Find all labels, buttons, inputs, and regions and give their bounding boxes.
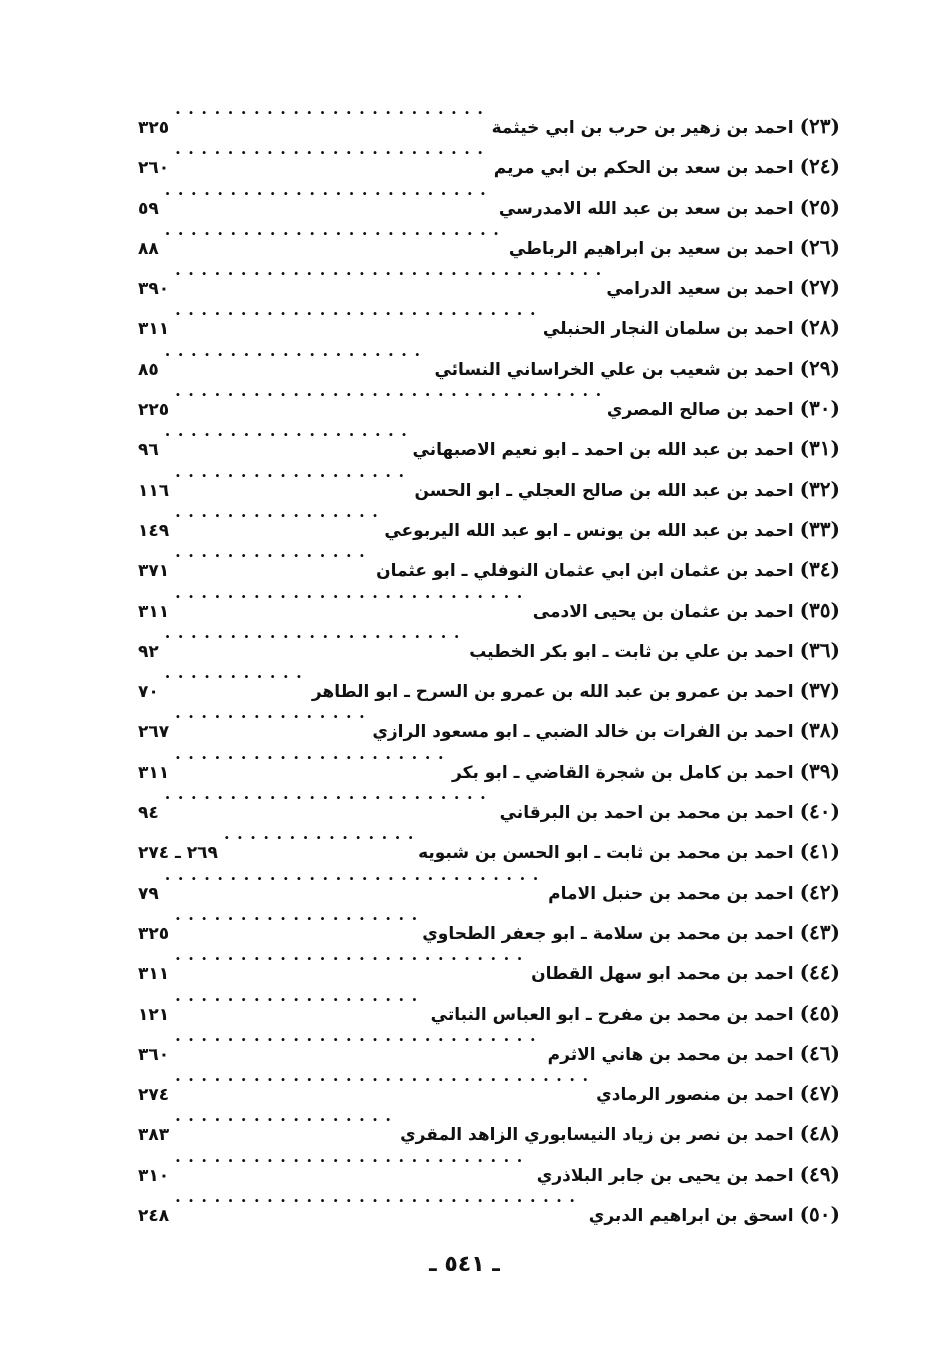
entry-number: (٤٨) (799, 1121, 840, 1146)
entry-name: احمد بن عبد الله بن صالح العجلي ـ ابو الحسن (414, 480, 794, 501)
dot-leader (165, 869, 542, 899)
entry-name: احمد بن عثمان ابن ابي عثمان النوفلي ـ ابو عثمان (376, 561, 794, 582)
entry-number: (٣٣) (799, 516, 840, 541)
entry-number: (٤٦) (799, 1040, 840, 1065)
entry-page-number: ٣٨٣ (138, 1125, 170, 1146)
entry-page-number: ٣١٠ (138, 1165, 170, 1186)
entry-name: احمد بن صالح المصري (606, 400, 794, 421)
index-entry (138, 143, 840, 183)
index-entry (138, 909, 840, 949)
entry-name: اسحق بن ابراهيم الدبري (588, 1206, 794, 1227)
index-entry (138, 1030, 840, 1070)
entry-name: احمد بن شعيب بن علي الخراساني النسائي (434, 359, 794, 380)
entry-page-number: ١٢١ (138, 1004, 170, 1025)
dot-leader (175, 264, 600, 294)
dot-leader (175, 1151, 531, 1181)
dot-leader (165, 345, 429, 375)
index-entry (138, 627, 840, 667)
index-entry (138, 990, 840, 1030)
entry-name: احمد بن سعد بن الحكم بن ابي مريم (493, 158, 794, 179)
index-entry (138, 224, 840, 264)
entry-page-number: ٧٩ (138, 883, 159, 904)
dot-leader (175, 546, 370, 576)
entry-page-number: ٢٦٠ (138, 158, 170, 179)
index-entry (138, 828, 840, 868)
page-number: ـ ٥٤١ ـ (429, 1252, 500, 1277)
entry-page-number: ٩٦ (138, 440, 159, 461)
index-entry (138, 345, 840, 385)
dot-leader (175, 143, 488, 173)
entry-number: (٢٥) (799, 194, 840, 219)
index-entry (138, 788, 840, 828)
dot-leader (175, 707, 366, 737)
dot-leader (175, 587, 527, 617)
entry-name: احمد بن عمرو بن عبد الله بن عمرو بن السرح ـ ابو الطاهر (311, 682, 794, 703)
entry-page-number: ٣٦٠ (138, 1044, 170, 1065)
entry-number: (٤٥) (799, 1000, 840, 1025)
dot-leader (165, 667, 306, 697)
entry-page-number: ٣١١ (138, 762, 170, 783)
dot-leader (175, 466, 408, 496)
entry-name: احمد بن محمد ابو سهل القطان (531, 964, 794, 985)
entry-name: احمد بن عبد الله بن احمد ـ ابو نعيم الاصبهاني (412, 440, 794, 461)
index-entry (138, 546, 840, 586)
entry-name: احمد بن محمد بن هاني الاثرم (547, 1044, 794, 1065)
entry-number: (٣٠) (799, 396, 840, 421)
entry-number: (٤٠) (799, 799, 840, 824)
dot-leader (175, 748, 446, 778)
entry-name: احمد بن سلمان النجار الحنبلي (542, 319, 794, 340)
entry-number: (٢٩) (799, 355, 840, 380)
index-entry (138, 1191, 840, 1231)
entry-name: احمد بن محمد بن احمد بن البرقاني (499, 803, 794, 824)
dot-leader (175, 1191, 583, 1221)
entry-name: احمد بن محمد بن سلامة ـ ابو جعفر الطحاوي (422, 923, 794, 944)
index-entry (138, 385, 840, 425)
index-entry (138, 869, 840, 909)
entry-name: احمد بن علي بن ثابت ـ ابو بكر الخطيب (469, 641, 794, 662)
entry-name: احمد بن منصور الرمادي (596, 1085, 794, 1106)
entry-page-number: ٧٠ (138, 682, 159, 703)
entry-page-number: ١٤٩ (138, 520, 170, 541)
entry-name: احمد بن سعد بن عبد الله الامدرسي (498, 198, 794, 219)
entry-number: (٢٤) (799, 154, 840, 179)
entry-page-number: ٢٤٨ (138, 1206, 170, 1227)
index-entry (138, 425, 840, 465)
entry-number: (٣٦) (799, 637, 840, 662)
entry-name: احمد بن محمد بن مفرح ـ ابو العباس النباتي (430, 1004, 794, 1025)
entry-number: (٣٨) (799, 718, 840, 743)
index-entry (138, 184, 840, 224)
entry-name: احمد بن محمد بن ثابت ـ ابو الحسن بن شبويه (418, 843, 794, 864)
entry-page-number: ٣١١ (138, 319, 170, 340)
entry-name: احمد بن سعيد بن ابراهيم الرباطي (508, 238, 794, 259)
index-entry (138, 587, 840, 627)
dot-leader (224, 828, 412, 858)
entry-number: (٤٣) (799, 919, 840, 944)
dot-leader (175, 385, 601, 415)
entry-page-number: ٣١١ (138, 964, 170, 985)
entry-name: احمد بن زهير بن حرب بن ابي خيثمة (491, 118, 794, 138)
dot-leader (165, 184, 493, 214)
entry-page-number: ٢٦٩ ـ ٢٧٤ (138, 843, 218, 864)
index-entry (138, 748, 840, 788)
index-entry (138, 506, 840, 546)
dot-leader (175, 506, 378, 536)
entry-page-number: ٣١١ (138, 601, 170, 622)
entry-page-number: ٩٢ (138, 641, 159, 662)
entry-number: (٣٢) (799, 476, 840, 501)
dot-leader (175, 990, 425, 1020)
entry-name: احمد بن نصر بن زياد النيسابوري الزاهد المقري (400, 1125, 794, 1146)
dot-leader (165, 627, 463, 657)
entry-page-number: ٣٢٥ (138, 923, 170, 944)
entry-name: احمد بن محمد بن حنبل الامام (548, 883, 794, 904)
entry-number: (٢٣) (799, 114, 840, 138)
entry-number: (٢٧) (799, 275, 840, 300)
index-entry (138, 466, 840, 506)
entry-number: (٣١) (799, 436, 840, 461)
entry-page-number: ٨٥ (138, 359, 159, 380)
index-entry (138, 304, 840, 344)
dot-leader (175, 1030, 542, 1060)
entry-page-number: ٢٢٥ (138, 400, 170, 421)
dot-leader (165, 788, 494, 818)
index-list (138, 103, 840, 1231)
entry-name: احمد بن سعيد الدرامي (606, 279, 794, 300)
dot-leader (175, 909, 416, 939)
index-entry (138, 707, 840, 747)
entry-number: (٣٧) (799, 678, 840, 703)
entry-page-number: ٩٤ (138, 803, 159, 824)
dot-leader (175, 304, 537, 334)
entry-page-number: ٨٨ (138, 238, 159, 259)
index-entry (138, 1110, 840, 1150)
entry-number: (٤٤) (799, 960, 840, 985)
entry-name: احمد بن الفرات بن خالد الضبي ـ ابو مسعود الرازي (372, 722, 794, 743)
entry-name: احمد بن يحيى بن جابر البلاذري (536, 1165, 794, 1186)
entry-name: احمد بن عثمان بن يحيى الادمى (532, 601, 794, 622)
entry-page-number: ٣٧١ (138, 561, 170, 582)
entry-name: احمد بن كامل بن شجرة القاضي ـ ابو بكر (452, 762, 794, 783)
entry-name: احمد بن عبد الله بن يونس ـ ابو عبد الله اليربوعي (384, 520, 794, 541)
index-entry (138, 1070, 840, 1110)
entry-number: (٤٩) (799, 1161, 840, 1186)
entry-number: (٤١) (799, 839, 840, 864)
entry-number: (٣٩) (799, 758, 840, 783)
index-entry (138, 103, 840, 143)
entry-page-number: ٣٢٥ (138, 118, 170, 138)
entry-page-number: ٢٧٤ (138, 1085, 170, 1106)
index-entry (138, 949, 840, 989)
entry-page-number: ٢٦٧ (138, 722, 170, 743)
entry-number: (٤٢) (799, 879, 840, 904)
dot-leader (165, 425, 407, 455)
dot-leader (175, 103, 485, 133)
index-entry (138, 667, 840, 707)
index-entry (138, 264, 840, 304)
dot-leader (165, 224, 503, 254)
index-entry (138, 1151, 840, 1191)
entry-page-number: ١١٦ (138, 480, 170, 501)
dot-leader (175, 949, 525, 979)
entry-number: (٥٠) (799, 1202, 840, 1227)
entry-number: (٢٨) (799, 315, 840, 340)
entry-page-number: ٥٩ (138, 198, 159, 219)
dot-leader (175, 1110, 394, 1140)
entry-number: (٣٤) (799, 557, 840, 582)
entry-number: (٢٦) (799, 234, 840, 259)
entry-number: (٣٥) (799, 597, 840, 622)
entry-page-number: ٣٩٠ (138, 279, 170, 300)
entry-number: (٤٧) (799, 1081, 840, 1106)
dot-leader (175, 1070, 590, 1100)
